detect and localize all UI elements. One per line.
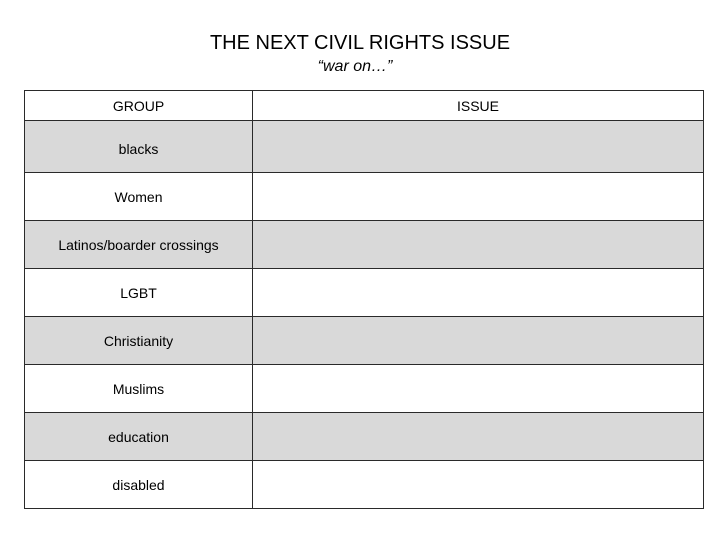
issue-cell[interactable]: [253, 121, 704, 173]
group-cell: Latinos/boarder crossings: [25, 221, 253, 269]
group-cell: blacks: [25, 121, 253, 173]
group-cell: Muslims: [25, 365, 253, 413]
issue-cell[interactable]: [253, 461, 704, 509]
table-row: [25, 173, 704, 221]
group-issue-table: [24, 90, 704, 509]
table-row: [25, 461, 704, 509]
page-title: THE NEXT CIVIL RIGHTS ISSUE: [209, 32, 511, 54]
table-row: [25, 317, 704, 365]
group-cell: Women: [25, 173, 253, 221]
table-row: [25, 269, 704, 317]
table-row: [25, 413, 704, 461]
table-header-row: [25, 91, 704, 121]
issue-cell[interactable]: [253, 221, 704, 269]
group-cell: Christianity: [25, 317, 253, 365]
issue-cell[interactable]: [253, 413, 704, 461]
table-row: [25, 365, 704, 413]
table-row: [25, 121, 704, 173]
page-subtitle: “war on…”: [317, 58, 393, 75]
issue-cell[interactable]: [253, 317, 704, 365]
column-header-group: GROUP: [25, 91, 253, 121]
group-cell: disabled: [25, 461, 253, 509]
column-header-issue: ISSUE: [253, 91, 704, 121]
issue-cell[interactable]: [253, 365, 704, 413]
table-row: [25, 221, 704, 269]
group-cell: LGBT: [25, 269, 253, 317]
issue-cell[interactable]: [253, 173, 704, 221]
issue-cell[interactable]: [253, 269, 704, 317]
group-cell: education: [25, 413, 253, 461]
